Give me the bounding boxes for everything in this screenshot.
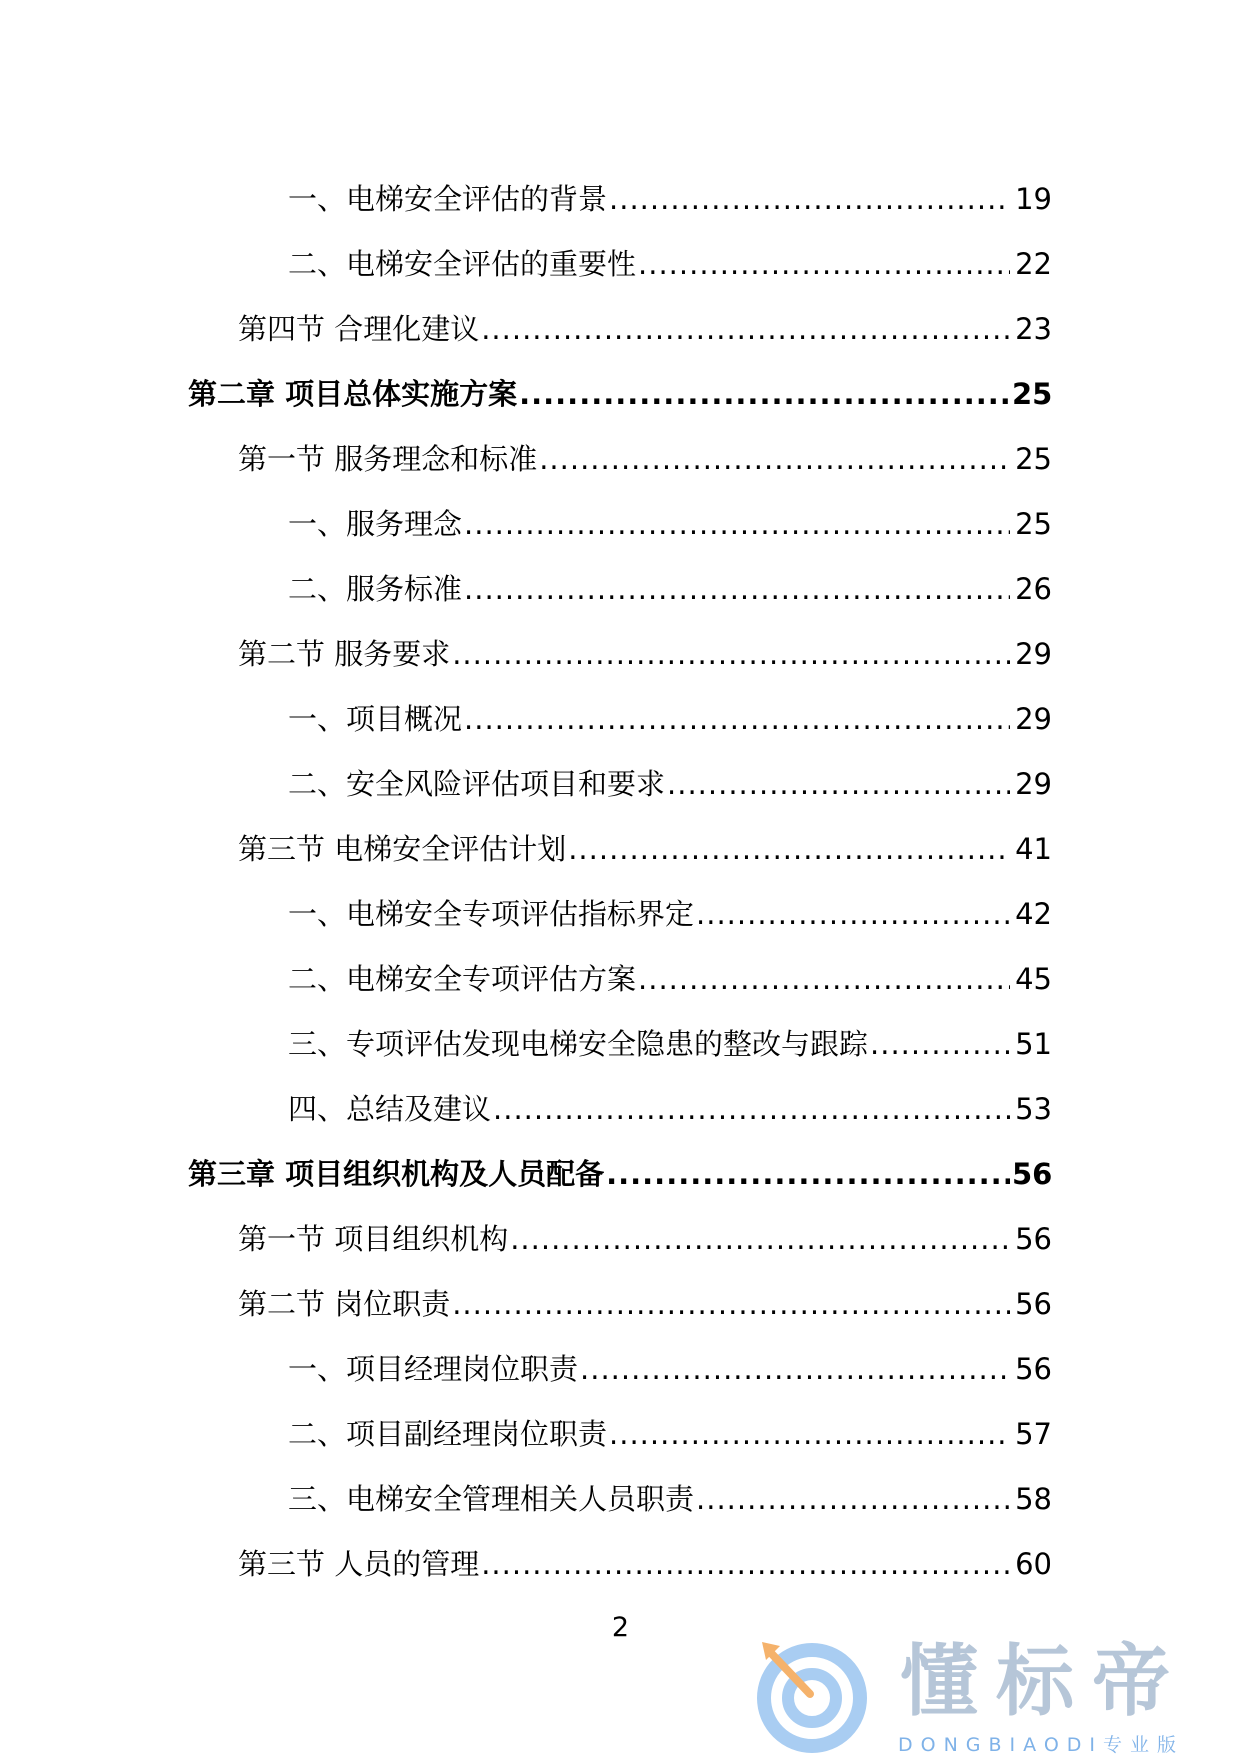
toc-dot-leader [519, 376, 1010, 412]
toc-dot-leader [667, 766, 1010, 802]
toc-entry-title: 第二章 项目总体实施方案 [188, 377, 518, 411]
toc-entry-title: 一、电梯安全专项评估指标界定 [288, 897, 695, 931]
toc-entry-title: 第一节 项目组织机构 [238, 1222, 509, 1256]
toc-entry[interactable] [0, 1395, 1241, 1460]
toc-dot-leader [609, 1416, 1010, 1452]
toc-entry[interactable] [0, 1070, 1241, 1135]
toc-entry-title: 一、电梯安全评估的背景 [288, 182, 608, 216]
toc-entry-title: 一、服务理念 [288, 507, 463, 541]
toc-entry-page: 56 [1015, 1287, 1052, 1321]
toc-dot-leader [539, 441, 1010, 477]
toc-entry[interactable] [0, 615, 1241, 680]
toc-entry-page: 51 [1015, 1027, 1052, 1061]
toc-entry[interactable] [0, 550, 1241, 615]
toc-entry[interactable] [0, 1460, 1241, 1525]
brand-subtitle: DONGBIAODI专业版 [898, 1734, 1185, 1756]
toc-entry-page: 56 [1015, 1352, 1052, 1386]
toc-dot-leader [696, 896, 1010, 932]
toc-dot-leader [568, 831, 1010, 867]
toc-entry-title: 三、电梯安全管理相关人员职责 [288, 1482, 695, 1516]
toc-entry-page: 26 [1015, 572, 1052, 606]
toc-entry-page: 25 [1015, 442, 1052, 476]
toc-entry-title: 第二节 服务要求 [238, 637, 451, 671]
toc-entry[interactable] [0, 745, 1241, 810]
toc-dot-leader [452, 636, 1010, 672]
page-number: 2 [611, 1612, 630, 1643]
toc-entry-page: 56 [1012, 1157, 1053, 1191]
toc-entry-title: 三、专项评估发现电梯安全隐患的整改与跟踪 [288, 1027, 869, 1061]
toc-entry-page: 29 [1015, 637, 1052, 671]
toc-entry-page: 45 [1015, 962, 1052, 996]
toc-dot-leader [580, 1351, 1010, 1387]
toc-entry-page: 29 [1015, 767, 1052, 801]
toc-entry[interactable] [0, 1005, 1241, 1070]
toc-entry-page: 22 [1015, 247, 1052, 281]
toc-entry[interactable] [0, 940, 1241, 1005]
toc-entry-title: 第四节 合理化建议 [238, 312, 480, 346]
toc-entry[interactable] [0, 485, 1241, 550]
toc-entry[interactable] [0, 680, 1241, 745]
toc-dot-leader [510, 1221, 1010, 1257]
toc-entry-title: 第三节 人员的管理 [238, 1547, 480, 1581]
toc-entry-title: 第一节 服务理念和标准 [238, 442, 538, 476]
toc-entry[interactable] [0, 1200, 1241, 1265]
toc-entry-title: 第三章 项目组织机构及人员配备 [188, 1157, 605, 1191]
toc-entry-title: 二、服务标准 [288, 572, 463, 606]
toc-entry[interactable] [0, 1265, 1241, 1330]
toc-entry-title: 二、电梯安全专项评估方案 [288, 962, 637, 996]
toc-entry-page: 41 [1015, 832, 1052, 866]
toc-entry-page: 25 [1012, 377, 1053, 411]
toc-entry-title: 二、项目副经理岗位职责 [288, 1417, 608, 1451]
toc-entry-page: 58 [1015, 1482, 1052, 1516]
toc-dot-leader [464, 571, 1010, 607]
toc-entry-page: 42 [1015, 897, 1052, 931]
toc-dot-leader [638, 246, 1010, 282]
toc-chapter-entry[interactable] [0, 1135, 1241, 1200]
toc-entry[interactable] [0, 1330, 1241, 1395]
toc-dot-leader [696, 1481, 1010, 1517]
toc-entry-page: 57 [1015, 1417, 1052, 1451]
toc-dot-leader [464, 701, 1010, 737]
toc-entry[interactable] [0, 420, 1241, 485]
toc-entry[interactable] [0, 290, 1241, 355]
toc-dot-leader [464, 506, 1010, 542]
target-arrow-icon [740, 1632, 890, 1754]
toc-entry-title: 一、项目概况 [288, 702, 463, 736]
toc-dot-leader [870, 1026, 1010, 1062]
toc-dot-leader [638, 961, 1010, 997]
toc-entry-page: 56 [1015, 1222, 1052, 1256]
toc-entry-title: 一、项目经理岗位职责 [288, 1352, 579, 1386]
toc-dot-leader [452, 1286, 1010, 1322]
toc-entry[interactable] [0, 875, 1241, 940]
toc-dot-leader [609, 181, 1010, 217]
brand-name: 懂标帝 [900, 1637, 1189, 1727]
toc-entry-page: 23 [1015, 312, 1052, 346]
toc-dot-leader [493, 1091, 1010, 1127]
toc-entry[interactable] [0, 225, 1241, 290]
brand-watermark [740, 1632, 1240, 1754]
toc-dot-leader [606, 1156, 1010, 1192]
toc-entry-title: 第三节 电梯安全评估计划 [238, 832, 567, 866]
toc-entry[interactable] [0, 810, 1241, 875]
toc-entry-page: 29 [1015, 702, 1052, 736]
toc-entry-page: 60 [1015, 1547, 1052, 1581]
toc-dot-leader [481, 1546, 1010, 1582]
table-of-contents [0, 160, 1241, 1590]
toc-entry[interactable] [0, 1525, 1241, 1590]
toc-entry-page: 25 [1015, 507, 1052, 541]
toc-entry-page: 19 [1015, 182, 1052, 216]
toc-chapter-entry[interactable] [0, 355, 1241, 420]
toc-entry-page: 53 [1015, 1092, 1052, 1126]
toc-dot-leader [481, 311, 1010, 347]
toc-entry-title: 二、电梯安全评估的重要性 [288, 247, 637, 281]
toc-entry-title: 第二节 岗位职责 [238, 1287, 451, 1321]
toc-entry-title: 二、安全风险评估项目和要求 [288, 767, 666, 801]
toc-entry[interactable] [0, 160, 1241, 225]
toc-entry-title: 四、总结及建议 [288, 1092, 492, 1126]
